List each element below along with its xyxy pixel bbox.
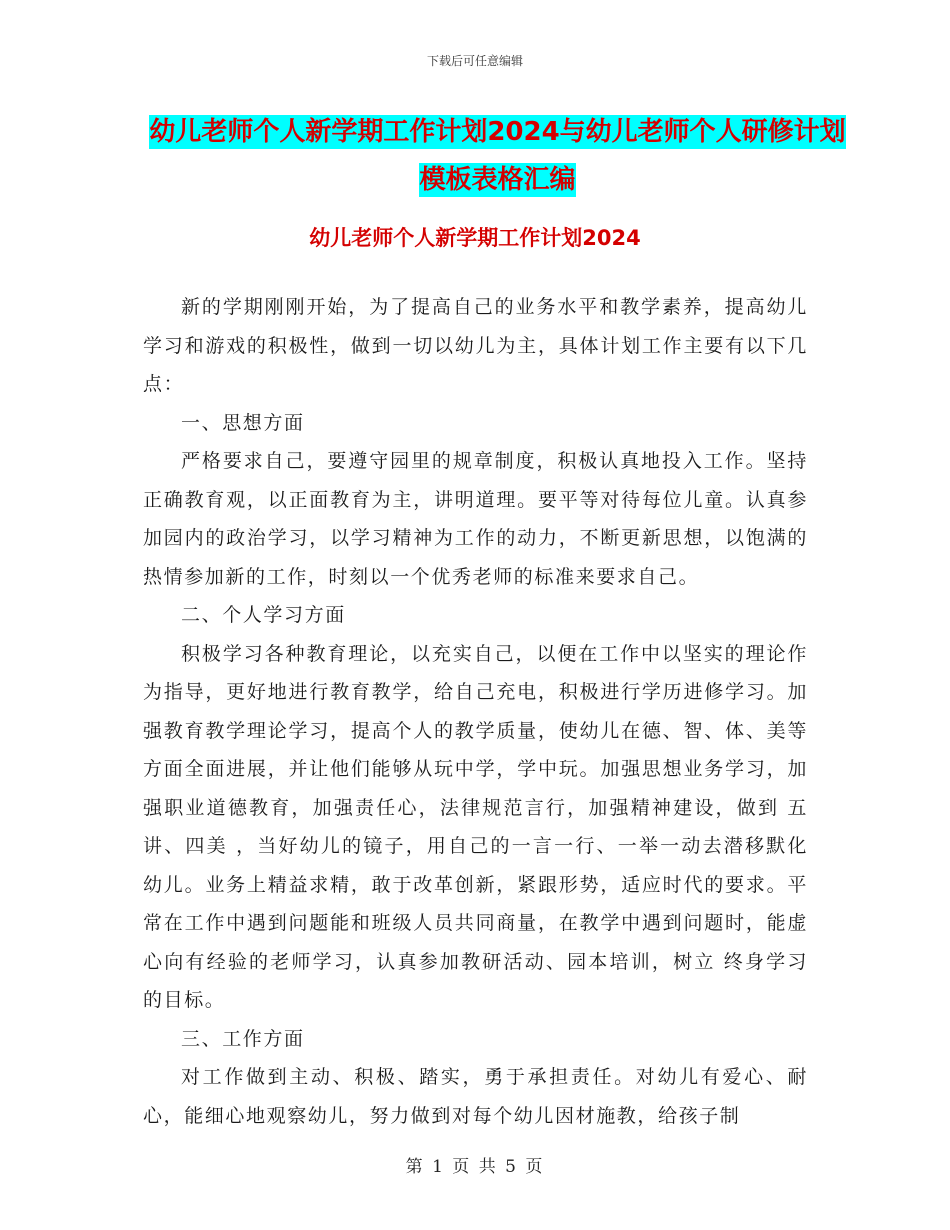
heading-thought: 一、思想方面 — [181, 411, 305, 434]
section-title: 幼儿老师个人新学期工作计划2024 — [309, 226, 641, 250]
paragraph-intro: 新的学期刚刚开始，为了提高自己的业务水平和教学素养，提高幼儿学习和游戏的积极性，做到一切以幼儿为主，具体计划工作主要有以下几点： — [143, 296, 808, 395]
header-note: 下载后可任意编辑 — [426, 54, 523, 68]
body-text — [143, 288, 808, 1135]
page-footer: 第 1 页 共 5 页 — [405, 1157, 545, 1177]
paragraph-work: 对工作做到主动、积极、踏实，勇于承担责任。对幼儿有爱心、耐心，能细心地观察幼儿，努力做到对每个幼儿因材施教，给孩子制 — [143, 1066, 808, 1127]
heading-study: 二、个人学习方面 — [181, 604, 346, 626]
document-title-text: 幼儿老师个人新学期工作计划2024与幼儿老师个人研修计划模板表格汇编 — [149, 117, 846, 195]
paragraph-study: 积极学习各种教育理论，以充实自己，以便在工作中以坚实的理论作为指导，更好地进行教育教学，给自己充电，积极进行学历进修学习。加强教育教学理论学习，提高个人的教学质量，使幼儿在德、智、体、美等方面全面进展，并让他们能够从玩中学，学中玩。加强思想业务学习，加强职业道德教育，加强责任心，法律规范言行，加强精神建设，做到 五讲、四美 ，当好幼儿的镜子，用自己的一言一行、一举一动去潜移默化幼儿。业务上精益求精，敢于改革创新，紧跟形势，适应时代的要求。平常在工作中遇到问题能和班级人员共同商量，在教学中遇到问题时，能虚心向有经验的老师学习，认真参加教研活动、园本培训，树立 终身学习 的目标。 — [143, 642, 808, 1011]
document-title — [140, 108, 855, 204]
heading-work: 三、工作方面 — [181, 1027, 305, 1050]
paragraph-thought: 严格要求自己，要遵守园里的规章制度，积极认真地投入工作。坚持正确教育观，以正面教育为主，讲明道理。要平等对待每位儿童。认真参加园内的政治学习，以学习精神为工作的动力，不断更新思想，以饱满的热情参加新的工作，时刻以一个优秀老师的标准来要求自己。 — [143, 450, 808, 588]
